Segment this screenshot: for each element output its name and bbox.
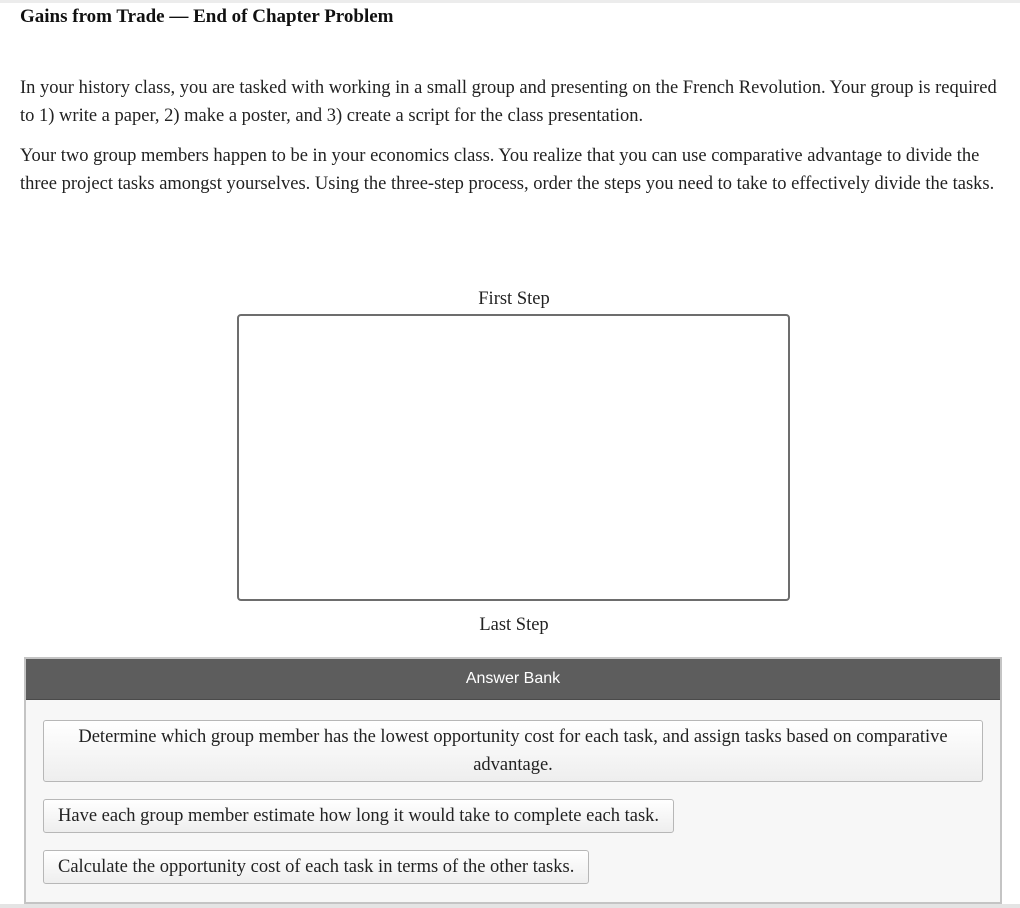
answer-chip-calculate-opportunity-cost[interactable]: Calculate the opportunity cost of each task in terms of the other tasks. — [43, 850, 589, 884]
top-divider — [0, 0, 1020, 3]
first-step-label: First Step — [478, 289, 550, 309]
page-title: Gains from Trade — End of Chapter Problem — [20, 6, 394, 27]
answer-chip-estimate-time[interactable]: Have each group member estimate how long it would take to complete each task. — [43, 799, 674, 833]
last-step-label: Last Step — [479, 615, 549, 635]
bottom-divider — [0, 904, 1020, 908]
problem-paragraph-2: Your two group members happen to be in your economics class. You realize that you can use comparative advantage to divide the three project tasks amongst yourselves. Using the three-step process, order the steps you need to take to effectively divide the tasks. — [20, 146, 995, 194]
answer-bank — [24, 657, 1002, 904]
ordering-drop-zone[interactable] — [237, 314, 790, 601]
problem-paragraph-1: In your history class, you are tasked with working in a small group and presenting on the French Revolution. Your group is required to 1) write a paper, 2) make a poster, and 3) create a script for the class presentation. — [20, 78, 997, 126]
answer-bank-header: Answer Bank — [26, 659, 1000, 700]
answer-chip-lowest-opportunity-cost[interactable]: Determine which group member has the lowest opportunity cost for each task, and assign tasks based on comparative advantage. — [43, 720, 983, 782]
